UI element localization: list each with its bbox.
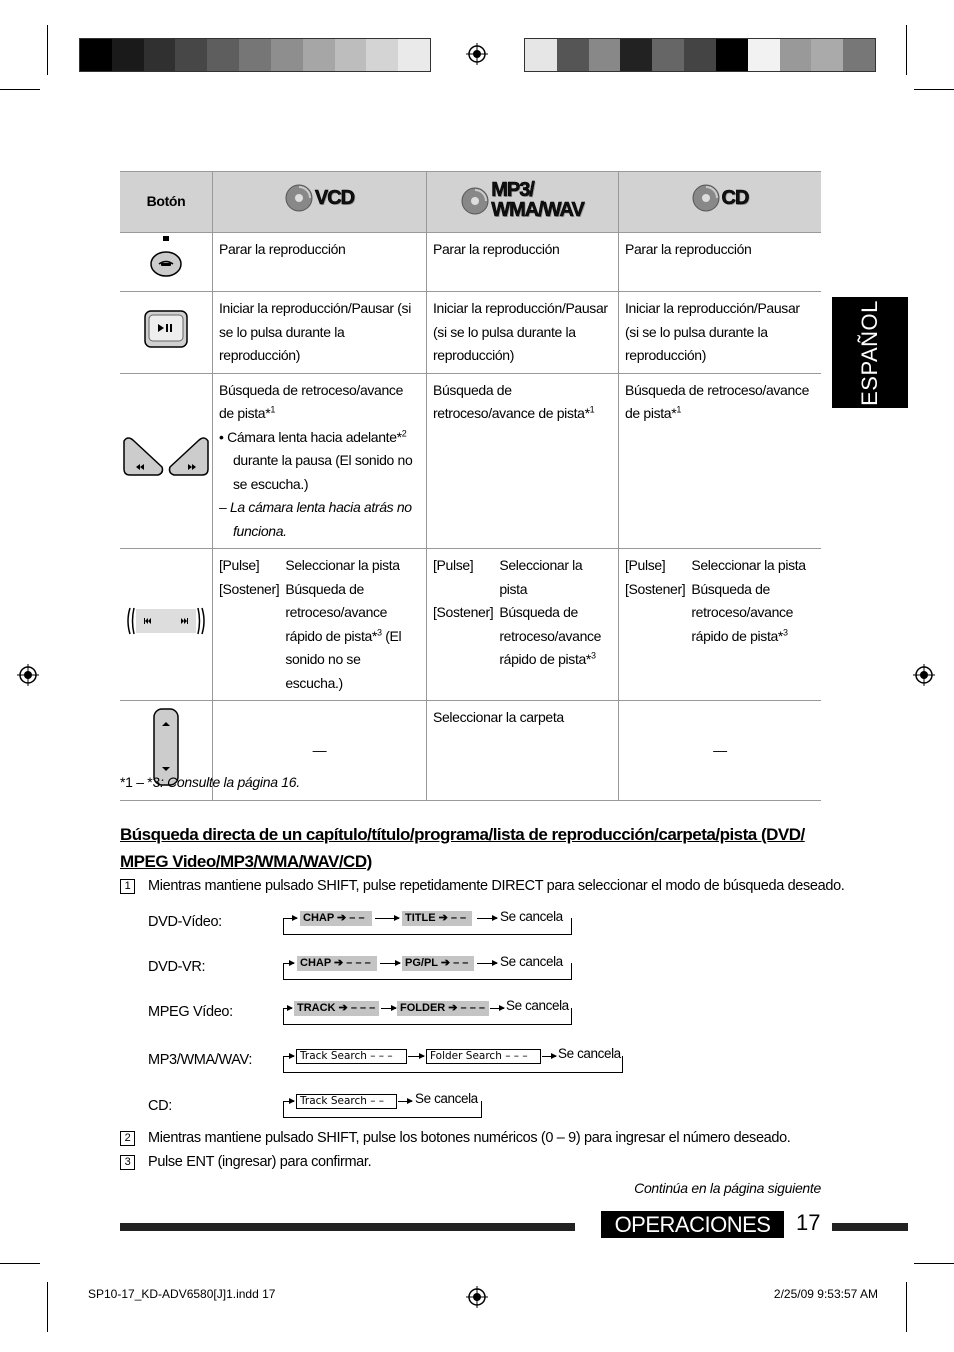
pulse-label: [Pulse] xyxy=(433,557,474,573)
track-search-chip: Track Search – – xyxy=(296,1094,397,1109)
crop-mark xyxy=(0,1263,40,1264)
vcd-cell: — xyxy=(213,701,427,801)
registration-mark-icon xyxy=(913,664,935,686)
vcd-cell xyxy=(213,373,427,549)
footer-rule xyxy=(832,1223,908,1231)
play-pause-button-icon xyxy=(144,310,188,348)
slow-motion-detail: durante la pausa (El sonido no se escucha.) xyxy=(233,452,413,492)
folder-chip: FOLDER ➔ – – – xyxy=(397,1001,489,1016)
mp3-label: MP3/ xyxy=(491,179,534,202)
button-cell xyxy=(120,233,213,292)
step-number: 1 xyxy=(120,879,135,894)
table-row xyxy=(120,373,821,549)
select-track-text: Seleccionar la pista xyxy=(285,557,400,573)
footnote-ref: 3 xyxy=(377,626,382,637)
registration-mark-icon xyxy=(17,664,39,686)
mp3-cell xyxy=(427,373,619,549)
vcd-column-header xyxy=(213,172,427,233)
stop-button-icon xyxy=(148,236,184,280)
footer-rule xyxy=(120,1223,575,1231)
table-row xyxy=(120,292,821,374)
cancel-label: Se cancela xyxy=(415,1091,478,1106)
button-column-header: Botón xyxy=(120,172,213,233)
table-row xyxy=(120,549,821,701)
reverse-slow-motion-note: – La cámara lenta hacia atrás no funciona. xyxy=(219,499,412,539)
vcd-label: VCD xyxy=(314,186,355,209)
step-number: 2 xyxy=(120,1131,135,1146)
cancel-label: Se cancela xyxy=(558,1046,621,1061)
cd-cell: Iniciar la reproducción/Pausar (si se lo pulsa durante la reproducción) xyxy=(619,292,822,374)
cancel-label: Se cancela xyxy=(506,998,569,1013)
vcd-cell: Parar la reproducción xyxy=(213,233,427,292)
language-side-tab xyxy=(832,297,908,408)
cd-cell: — xyxy=(619,701,822,801)
chap-chip: CHAP ➔ – – – xyxy=(297,956,377,971)
mode-label: MP3/WMA/WAV: xyxy=(148,1052,253,1068)
vcd-cell xyxy=(213,549,427,701)
rewind-forward-buttons-icon xyxy=(122,435,210,479)
select-track-text: Seleccionar la pista xyxy=(499,557,583,597)
button-cell xyxy=(120,292,213,374)
loop-line xyxy=(283,1056,623,1073)
fast-search-text: Búsqueda de retroceso/avance rápido de pista* xyxy=(285,580,388,644)
footnote-ref: 1 xyxy=(676,404,681,415)
crop-mark xyxy=(47,1282,48,1332)
cd-column-header xyxy=(619,172,822,233)
cd-cell: Parar la reproducción xyxy=(619,233,822,292)
crop-mark xyxy=(914,1263,954,1264)
arrow-icon xyxy=(283,918,297,919)
mode-label: DVD-Vídeo: xyxy=(148,914,222,930)
disc-icon xyxy=(692,184,720,212)
file-slug: SP10-17_KD-ADV6580[J]1.indd 17 xyxy=(88,1287,276,1301)
cancel-label: Se cancela xyxy=(500,954,563,969)
footnote-ref: 1 xyxy=(589,404,595,415)
crop-mark xyxy=(906,1282,907,1332)
step-2 xyxy=(120,1130,790,1146)
fast-search-detail: (El sonido no se escucha.) xyxy=(285,627,402,691)
crop-mark xyxy=(0,89,40,90)
footnote xyxy=(120,774,300,790)
section-heading: Búsqueda directa de un capítulo/título/programa/lista de reproducción/carpeta/pista (DVD/ MPEG Video/MP3/WMA/WAV/CD) xyxy=(120,825,805,871)
registration-mark-icon xyxy=(466,43,488,65)
mode-label: DVD-VR: xyxy=(148,959,206,975)
footnote-ref: 1 xyxy=(270,404,275,415)
pg-pl-chip: PG/PL ➔ – – xyxy=(402,956,474,971)
arrow-icon xyxy=(283,1056,294,1057)
fast-search-text: Búsqueda de retroceso/avance rápido de pista* xyxy=(499,604,602,667)
loop-line xyxy=(283,1008,572,1025)
crop-mark xyxy=(47,25,48,75)
footnote-prefix: *1 – *3 xyxy=(120,774,160,790)
step-3 xyxy=(120,1154,371,1170)
mp3-wma-wav-column-header xyxy=(427,172,619,233)
loop-line xyxy=(283,963,572,980)
color-calibration-bar xyxy=(524,38,876,72)
footnote-text: : Consulte la página 16. xyxy=(159,774,300,790)
title-chip: TITLE ➔ – – xyxy=(402,911,472,926)
cd-cell xyxy=(619,549,822,701)
disc-icon xyxy=(461,187,489,215)
step-text: Mientras mantiene pulsado SHIFT, pulse repetidamente DIRECT para seleccionar el modo de búsqueda deseado. xyxy=(148,878,845,894)
section-label: OPERACIONES xyxy=(601,1211,784,1238)
grayscale-calibration-bar xyxy=(79,38,431,72)
language-label: ESPAÑOL xyxy=(857,299,882,406)
chap-chip: CHAP ➔ – – xyxy=(300,911,372,926)
page-number: 17 xyxy=(796,1210,821,1235)
button-function-table xyxy=(120,171,821,801)
cd-cell xyxy=(619,373,822,549)
footnote-ref: 3 xyxy=(783,626,788,637)
step-1 xyxy=(120,878,844,894)
button-cell xyxy=(120,373,213,549)
cd-label: CD xyxy=(721,186,749,209)
arrow-icon xyxy=(283,1008,292,1009)
loop-line xyxy=(283,918,572,935)
loop-line xyxy=(283,1101,482,1118)
registration-mark-icon xyxy=(466,1286,488,1308)
search-description: Búsqueda de retroceso/avance de pista* xyxy=(219,381,403,421)
search-description: Búsqueda de retroceso/avance de pista* xyxy=(433,381,590,421)
slow-motion-bullet: • Cámara lenta hacia adelante* xyxy=(219,428,402,445)
table-row xyxy=(120,233,821,292)
mp3-cell: Seleccionar la carpeta xyxy=(427,701,619,801)
track-chip: TRACK ➔ – – – xyxy=(294,1001,379,1016)
step-number: 3 xyxy=(120,1155,135,1170)
cancel-label: Se cancela xyxy=(500,909,563,924)
fast-search-text: Búsqueda de retroceso/avance rápido de pista* xyxy=(691,580,794,644)
skip-buttons-icon xyxy=(126,606,206,636)
footnote-ref: 3 xyxy=(591,650,596,661)
mode-label: MPEG Vídeo: xyxy=(148,1004,233,1020)
pulse-label: [Pulse] xyxy=(625,557,666,573)
crop-mark xyxy=(914,89,954,90)
footnote-ref: 2 xyxy=(401,427,407,438)
disc-icon xyxy=(285,184,313,212)
hold-label: [Sostener] xyxy=(625,580,686,597)
date-slug: 2/25/09 9:53:57 AM xyxy=(773,1287,878,1301)
hold-label: [Sostener] xyxy=(433,604,494,620)
arrow-icon xyxy=(283,963,294,964)
search-description: Búsqueda de retroceso/avance de pista* xyxy=(625,381,809,421)
mp3-cell xyxy=(427,549,619,701)
mode-label: CD: xyxy=(148,1098,172,1114)
folder-search-chip: Folder Search – – – xyxy=(426,1049,541,1064)
mp3-cell: Parar la reproducción xyxy=(427,233,619,292)
arrow-icon xyxy=(283,1101,294,1102)
pulse-label: [Pulse] xyxy=(219,557,260,573)
mp3-cell: Iniciar la reproducción/Pausar (si se lo pulsa durante la reproducción) xyxy=(427,292,619,374)
select-track-text: Seleccionar la pista xyxy=(691,557,806,573)
step-text: Pulse ENT (ingresar) para confirmar. xyxy=(148,1154,372,1170)
crop-mark xyxy=(906,25,907,75)
step-text: Mientras mantiene pulsado SHIFT, pulse los botones numéricos (0 – 9) para ingresar el número deseado. xyxy=(148,1130,791,1146)
button-cell xyxy=(120,549,213,701)
continue-note: Continúa en la página siguiente xyxy=(634,1180,821,1196)
hold-label: [Sostener] xyxy=(219,580,280,597)
track-search-chip: Track Search – – – xyxy=(296,1049,407,1064)
vcd-cell: Iniciar la reproducción/Pausar (si se lo pulsa durante la reproducción) xyxy=(213,292,427,374)
wma-wav-label: WMA/WAV xyxy=(491,199,584,222)
